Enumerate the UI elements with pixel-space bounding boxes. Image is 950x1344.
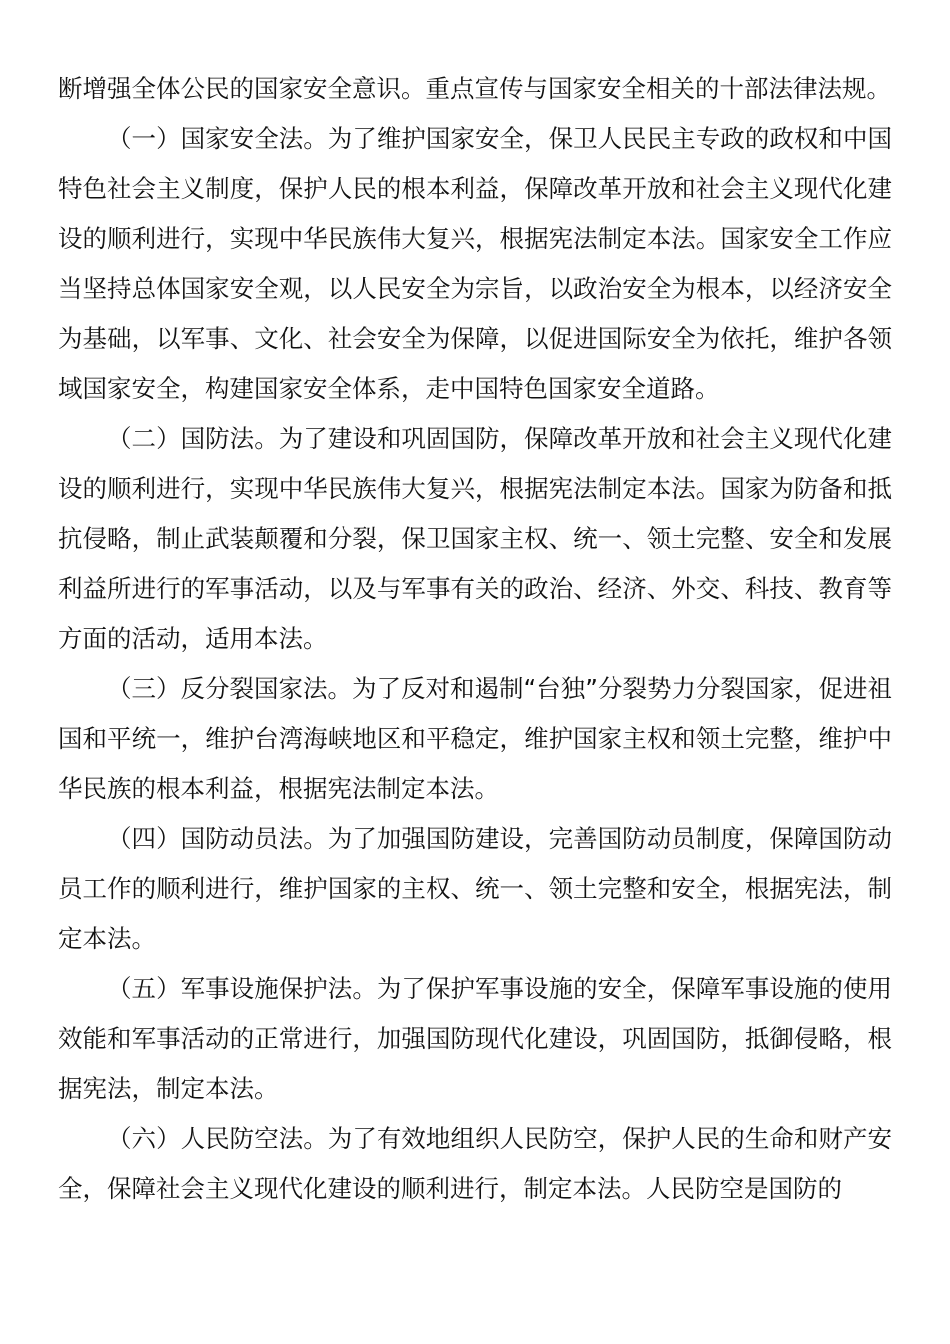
document-page (58, 64, 892, 1214)
paragraph-national-defense-mobilization-law: （四）国防动员法。为了加强国防建设，完善国防动员制度，保障国防动员工作的顺利进行，维护国家的主权、统一、领土完整和安全，根据宪法，制定本法。 (58, 824, 892, 953)
paragraph-continuation: 断增强全体公民的国家安全意识。重点宣传与国家安全相关的十部法律法规。 (58, 74, 891, 103)
paragraph-military-facilities-protection-law: （五）军事设施保护法。为了保护军事设施的安全，保障军事设施的使用效能和军事活动的正常进行，加强国防现代化建设，巩固国防，抵御侵略，根据宪法，制定本法。 (58, 974, 892, 1103)
paragraph-national-security-law: （一）国家安全法。为了维护国家安全，保卫人民民主专政的政权和中国特色社会主义制度，保护人民的根本利益，保障改革开放和社会主义现代化建设的顺利进行，实现中华民族伟大复兴，根据宪法制定本法。国家安全工作应当坚持总体国家安全观，以人民安全为宗旨，以政治安全为根本，以经济安全为基础，以军事、文化、社会安全为保障，以促进国际安全为依托，维护各领域国家安全，构建国家安全体系，走中国特色国家安全道路。 (58, 124, 892, 403)
paragraph-national-defense-law: （二）国防法。为了建设和巩固国防，保障改革开放和社会主义现代化建设的顺利进行，实现中华民族伟大复兴，根据宪法制定本法。国家为防备和抵抗侵略，制止武装颠覆和分裂，保卫国家主权、统一、领土完整、安全和发展利益所进行的军事活动，以及与军事有关的政治、经济、外交、科技、教育等方面的活动，适用本法。 (58, 424, 892, 653)
paragraph-anti-secession-law: （三）反分裂国家法。为了反对和遏制“台独”分裂势力分裂国家，促进祖国和平统一，维护台湾海峡地区和平稳定，维护国家主权和领土完整，维护中华民族的根本利益，根据宪法制定本法。 (58, 674, 892, 803)
paragraph-civil-air-defense-law: （六）人民防空法。为了有效地组织人民防空，保护人民的生命和财产安全，保障社会主义现代化建设的顺利进行，制定本法。人民防空是国防的 (58, 1124, 892, 1203)
